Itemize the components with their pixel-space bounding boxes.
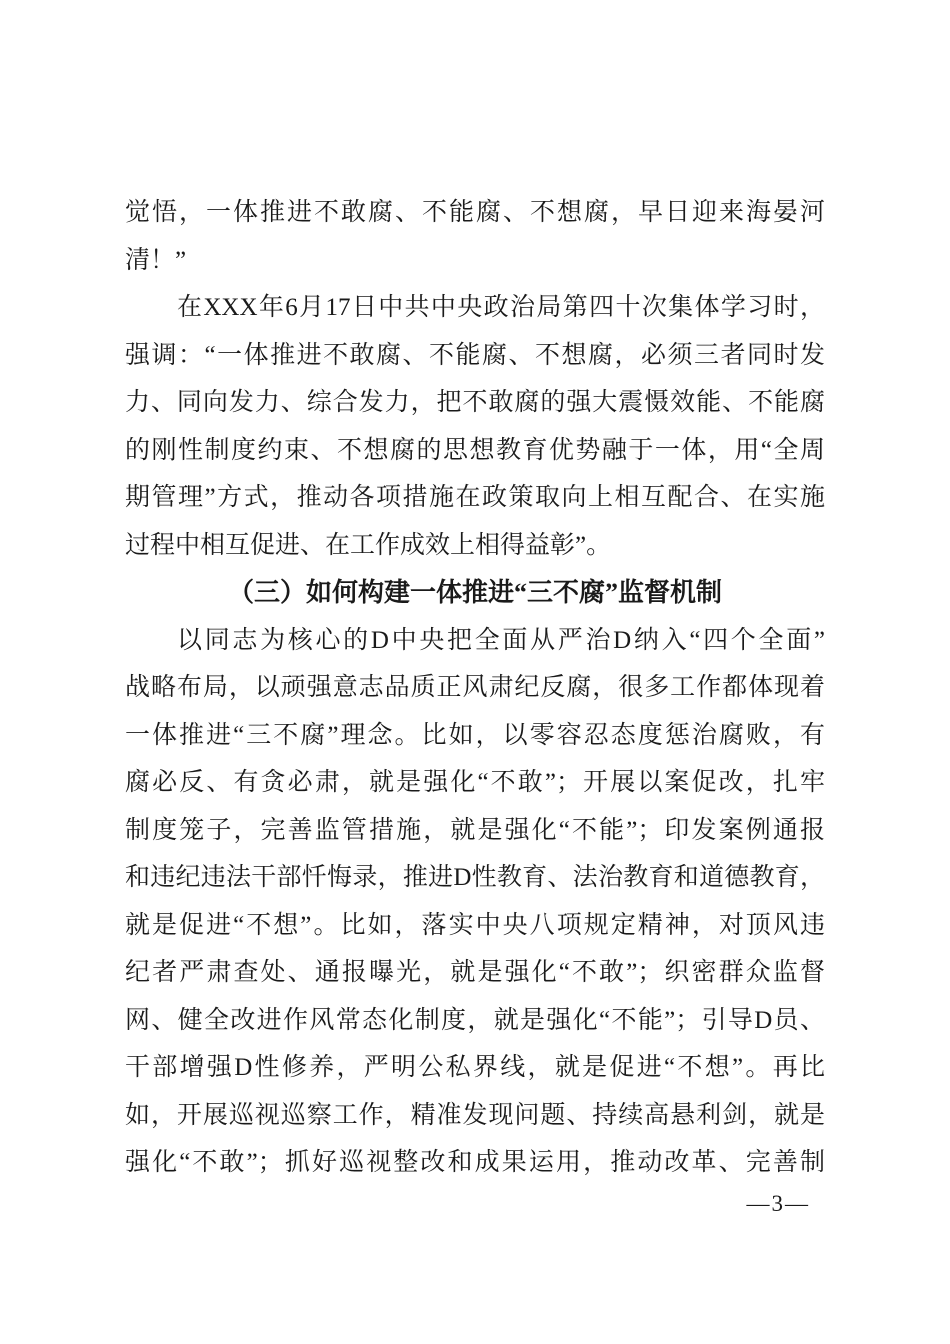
text-line: 期管理”方式，推动各项措施在政策取向上相互配合、在实施 — [125, 484, 825, 511]
text-line: 战略布局，以顽强意志品质正风肃纪反腐，很多工作都体现着 — [125, 674, 825, 701]
text-line: 觉悟，一体推进不敢腐、不能腐、不想腐，早日迎来海晏河 — [125, 199, 825, 226]
text-line: 干部增强D性修养，严明公私界线，就是促进“不想”。再比 — [125, 1054, 825, 1081]
document-text-block — [125, 189, 825, 1187]
text-line: 网、健全改进作风常态化制度，就是强化“不能”；引导D员、 — [125, 1006, 825, 1034]
text-line: 在XXX年6月17日中共中央政治局第四十次集体学习时， — [177, 294, 825, 321]
text-line: 清！” — [125, 246, 187, 274]
text-line: 和违纪违法干部忏悔录，推进D性教育、法治教育和道德教育， — [125, 864, 825, 891]
text-line: 腐必反、有贪必肃，就是强化“不敢”；开展以案促改，扎牢 — [125, 769, 825, 796]
text-line: 强化“不敢”；抓好巡视整改和成果运用，推动改革、完善制 — [125, 1149, 825, 1176]
text-line: 强调：“一体推进不敢腐、不能腐、不想腐，必须三者同时发 — [125, 341, 825, 369]
text-line: 纪者严肃查处、通报曝光，就是强化“不敢”；织密群众监督 — [125, 959, 825, 986]
text-line: 力、同向发力、综合发力，把不敢腐的强大震慑效能、不能腐 — [125, 389, 825, 416]
text-line: 过程中相互促进、在工作成效上相得益彰”。 — [125, 531, 612, 559]
text-line: 以同志为核心的D中央把全面从严治D纳入“四个全面” — [177, 626, 825, 654]
section-heading: （三）如何构建一体推进“三不腐”监督机制 — [227, 578, 722, 607]
page-number: —3— — [746, 1191, 810, 1216]
text-line: 一体推进“三不腐”理念。比如，以零容忍态度惩治腐败，有 — [125, 721, 825, 749]
text-line: 就是促进“不想”。比如，落实中央八项规定精神，对顶风违 — [125, 911, 825, 939]
text-line: 的刚性制度约束、不想腐的思想教育优势融于一体，用“全周 — [125, 436, 825, 464]
text-line: 如，开展巡视巡察工作，精准发现问题、持续高悬利剑，就是 — [125, 1101, 825, 1129]
text-line: 制度笼子，完善监管措施，就是强化“不能”；印发案例通报 — [125, 816, 825, 844]
